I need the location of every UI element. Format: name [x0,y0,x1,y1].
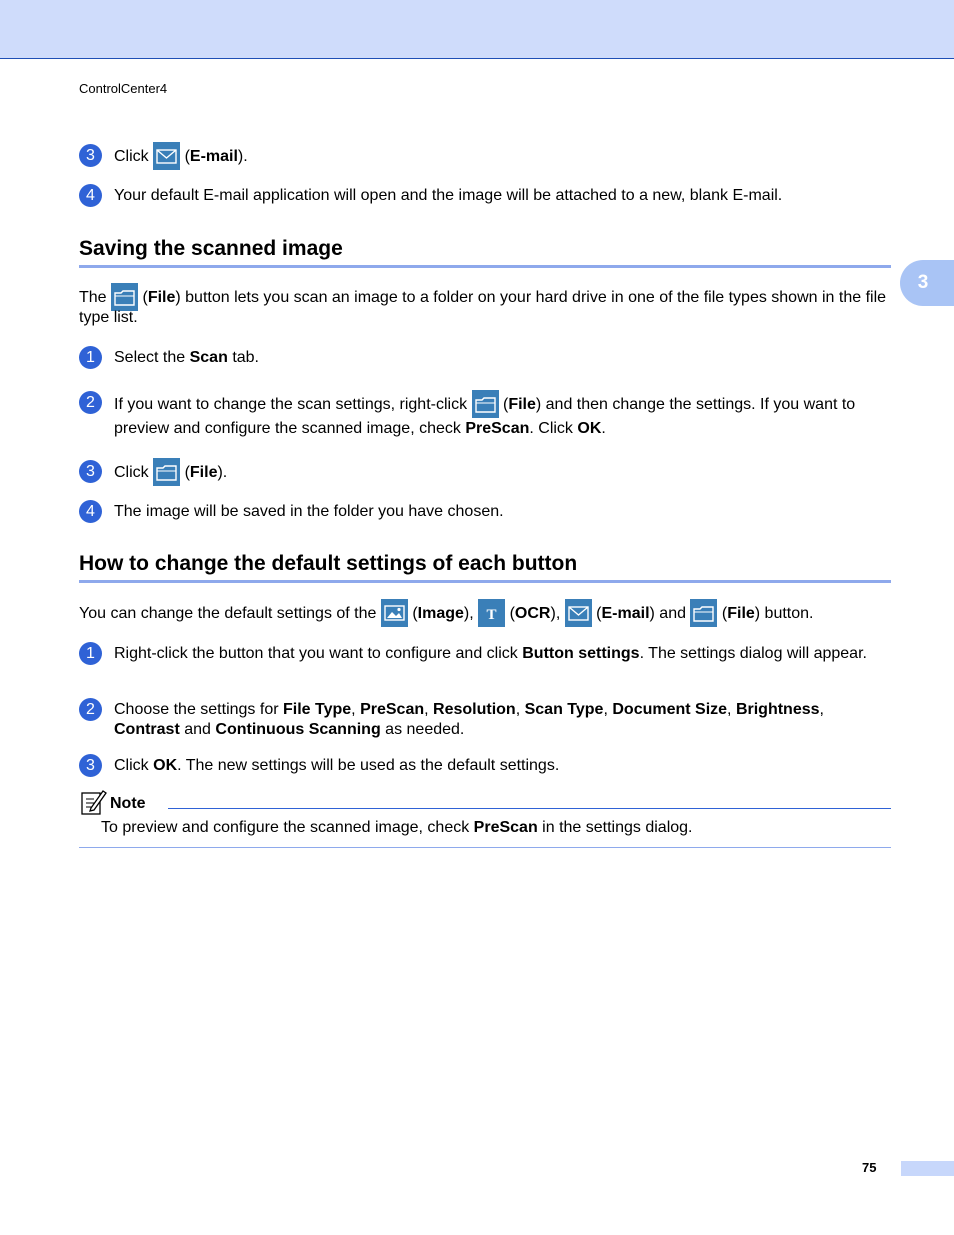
step-number: 4 [79,500,102,523]
note-rule [168,808,891,809]
ocr-icon [478,599,505,627]
image-icon [381,599,408,627]
note-header [79,788,891,810]
step-number: 1 [79,642,102,665]
note-label: Note [110,795,146,812]
section1-paragraph: The (File) button lets you scan an image to a folder on your hard drive in one of the file types shown in the file type list. [79,288,891,328]
email-icon [153,142,180,170]
note-text: To preview and configure the scanned image, check PreScan in the settings dialog. [101,819,693,836]
step-number: 2 [79,698,102,721]
file-folder-icon [153,458,180,486]
running-head: ControlCenter4 [79,81,168,96]
top-header-band [0,0,954,59]
section2-paragraph: You can change the default settings of the (Image), T (OCR), (E-mail) and (File) button. [79,604,891,624]
step-number: 3 [79,754,102,777]
file-folder-icon [472,390,499,418]
file-folder-icon [690,599,717,627]
step-number: 4 [79,184,102,207]
email-icon [565,599,592,627]
page-number: 75 [862,1160,877,1175]
chapter-tab: 3 [900,260,954,306]
section-heading-saving: Saving the scanned image [79,237,891,268]
page-number-bar [901,1161,954,1176]
file-folder-icon [111,283,138,311]
step-number: 1 [79,346,102,369]
step-number: 2 [79,391,102,414]
note-divider [79,847,891,848]
svg-text:T: T [486,606,497,623]
note-pencil-icon [79,788,107,821]
step-number: 3 [79,144,102,167]
step-number: 3 [79,460,102,483]
section-heading-default-settings: How to change the default settings of each button [79,552,891,583]
